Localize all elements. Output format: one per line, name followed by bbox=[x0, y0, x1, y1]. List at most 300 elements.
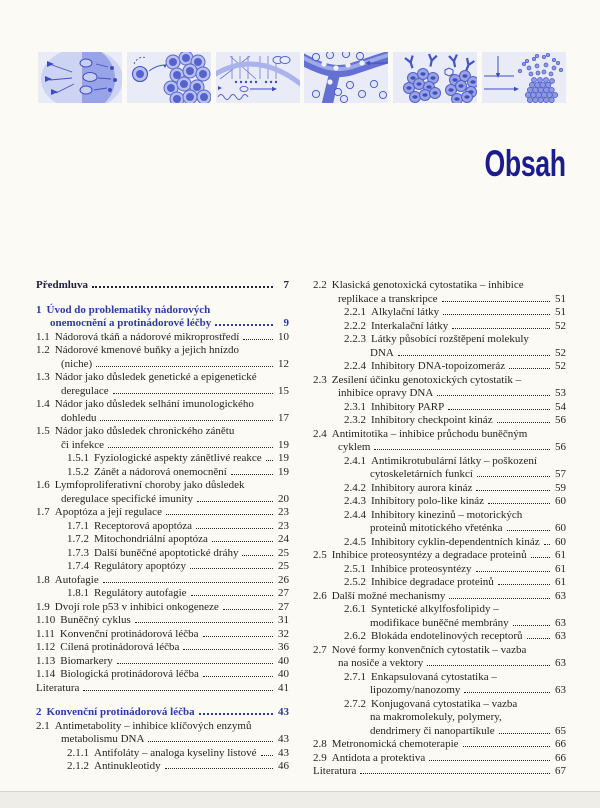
toc-entry-text: Syntetické alkylfosfolipidy – bbox=[371, 603, 499, 615]
toc-entry bbox=[36, 344, 289, 371]
toc-page-number: 63 bbox=[555, 616, 566, 629]
toc-entry-text: Další buněčné apoptotické dráhy bbox=[94, 546, 239, 559]
toc-entry-text: Konjugovaná cytostatika – vazba bbox=[371, 697, 518, 710]
toc-entry-line bbox=[36, 279, 289, 293]
toc-entry-text: Zánět a nádorová onemocnění bbox=[94, 465, 227, 478]
survival-chart-dna-icon bbox=[216, 52, 300, 103]
toc-entry-number: 2.4.5 bbox=[344, 535, 366, 548]
toc-entry-text: cytoskeletárních funkcí bbox=[370, 468, 473, 480]
toc-entry-number: 1.7.4 bbox=[67, 560, 89, 572]
dot-leader bbox=[477, 472, 550, 477]
toc-entry-text: Biologická protinádorová léčba bbox=[60, 668, 199, 680]
dot-leader bbox=[498, 580, 550, 585]
dot-leader bbox=[148, 737, 273, 742]
dot-leader bbox=[398, 351, 550, 356]
toc-entry-text: Nádorové kmenové buňky a jejich hnízdo bbox=[54, 344, 239, 356]
toc-page-number: 15 bbox=[278, 384, 289, 397]
toc-entry-number: 2.6.2 bbox=[344, 630, 366, 642]
toc-entry-text: deregulace specifické imunity bbox=[61, 492, 193, 505]
toc-entry bbox=[313, 401, 566, 415]
toc-entry-line bbox=[67, 452, 289, 466]
toc-entry-text: DNA bbox=[370, 346, 394, 359]
dot-leader bbox=[191, 591, 273, 596]
toc-entry-number: 2.6 bbox=[313, 589, 327, 602]
toc-entry-line bbox=[313, 765, 566, 779]
toc-entry-text: Klasická genotoxická cytostatika – inhibice bbox=[331, 279, 524, 291]
dot-leader bbox=[261, 751, 273, 756]
toc-entry-number: 1.7.1 bbox=[67, 519, 89, 532]
dot-leader bbox=[83, 686, 273, 691]
toc-entry-line bbox=[344, 698, 566, 712]
toc-entry-text: Lymfoproliferativní choroby jako důsledek bbox=[54, 479, 245, 491]
toc-page-number: 61 bbox=[555, 549, 566, 561]
toc-entry bbox=[36, 520, 289, 534]
toc-page-number: 43 bbox=[278, 706, 289, 718]
toc-entry-line bbox=[344, 306, 566, 320]
toc-entry-text: na makromolekuly, polymery, bbox=[370, 711, 502, 723]
toc-entry bbox=[36, 747, 289, 761]
toc-entry-line bbox=[344, 414, 566, 428]
blood-vessel-branching-icon bbox=[304, 52, 388, 103]
toc-entry-line bbox=[313, 657, 566, 671]
toc-entry-number: 2.7 bbox=[313, 643, 327, 656]
toc-entry-text: Nádor jako důsledek genetické a epigenetické bbox=[54, 371, 257, 383]
toc-entry bbox=[313, 360, 566, 374]
toc-page-number: 31 bbox=[278, 614, 289, 626]
toc-entry bbox=[36, 628, 289, 642]
toc-page-number: 51 bbox=[555, 292, 566, 305]
toc-entry-line bbox=[36, 331, 289, 345]
toc-page-number: 7 bbox=[283, 279, 289, 291]
toc-entry bbox=[313, 630, 566, 644]
toc-entry-number: 2.2.1 bbox=[344, 306, 366, 318]
toc-entry-number: 1.7 bbox=[36, 506, 50, 518]
toc-page-number: 41 bbox=[278, 681, 289, 694]
toc-page-number: 20 bbox=[278, 492, 289, 505]
page-title: Obsah bbox=[484, 143, 566, 184]
toc-entry-line bbox=[344, 495, 566, 509]
toc-entry-line bbox=[313, 644, 566, 658]
toc-entry bbox=[36, 601, 289, 615]
toc-entry-text: Antimikrotubulární látky – poškození bbox=[371, 454, 537, 467]
toc-entry-text: cyklem bbox=[338, 441, 371, 453]
toc-entry-line bbox=[313, 428, 566, 442]
toc-entry-number: 1.9 bbox=[36, 600, 50, 613]
toc-entry-text: replikace a transkripce bbox=[338, 292, 438, 305]
toc-entry-line bbox=[36, 706, 289, 720]
toc-entry-line bbox=[344, 536, 566, 550]
dot-leader bbox=[266, 456, 273, 461]
toc-entry bbox=[313, 279, 566, 306]
toc-entry-text: dendrimery či nanopartikule bbox=[370, 724, 495, 737]
toc-entry-line bbox=[36, 344, 289, 358]
toc-column-right bbox=[313, 279, 566, 779]
toc-entry-number: 2.1 bbox=[36, 719, 50, 732]
toc-page-number: 51 bbox=[555, 306, 566, 318]
toc-entry-text: Inhibitory checkpoint kináz bbox=[371, 414, 493, 426]
toc-entry-line bbox=[36, 641, 289, 655]
dot-leader bbox=[374, 445, 550, 450]
toc-page-number: 67 bbox=[555, 765, 566, 777]
toc-page-number: 60 bbox=[555, 522, 566, 534]
toc-entry-line bbox=[313, 387, 566, 401]
toc-entry bbox=[313, 482, 566, 496]
dot-leader bbox=[476, 486, 550, 491]
dot-leader bbox=[464, 688, 550, 693]
toc-entry-number: 1.13 bbox=[36, 654, 56, 667]
dot-leader bbox=[544, 540, 550, 545]
toc-entry-text: Inhibitory DNA-topoizomeráz bbox=[371, 360, 506, 372]
toc-entry bbox=[313, 536, 566, 550]
toc-entry-number: 2.2 bbox=[313, 279, 327, 291]
toc-entry-line bbox=[313, 549, 566, 563]
dot-leader bbox=[196, 524, 273, 529]
toc-page-number: 43 bbox=[278, 733, 289, 745]
toc-entry-line bbox=[344, 522, 566, 536]
toc-entry-text: Metronomická chemoterapie bbox=[331, 738, 459, 750]
dot-leader bbox=[531, 553, 550, 558]
dot-leader bbox=[108, 443, 273, 448]
toc-entry bbox=[36, 331, 289, 345]
toc-entry-text: Inhibitory PARP bbox=[371, 400, 445, 413]
dot-leader bbox=[448, 405, 550, 410]
toc-entry bbox=[313, 644, 566, 671]
toc-entry bbox=[36, 574, 289, 588]
toc-entry-line bbox=[313, 738, 566, 752]
toc-entry-text: Antidota a protektiva bbox=[331, 751, 426, 764]
toc-entry-number: 2.4.1 bbox=[344, 454, 366, 467]
toc-entry-text: Nové formy konvenčních cytostatik – vazba bbox=[331, 643, 527, 656]
toc-entry bbox=[36, 371, 289, 398]
toc-entry-line bbox=[36, 574, 289, 588]
toc-page-number: 59 bbox=[555, 481, 566, 494]
toc-entry-text: onemocnění a protinádorové léčby bbox=[50, 317, 212, 329]
toc-entry-line bbox=[67, 547, 289, 561]
toc-entry bbox=[36, 587, 289, 601]
toc-entry-line bbox=[344, 333, 566, 347]
toc-entry-text: Literatura bbox=[313, 765, 357, 777]
toc-entry-line bbox=[67, 466, 289, 480]
toc-entry-number: 1.3 bbox=[36, 371, 50, 383]
toc-entry-text: Autofagie bbox=[54, 573, 99, 586]
toc-entry-text: Inhibitory cyklin-dependentních kináz bbox=[371, 535, 540, 548]
toc-entry-line bbox=[344, 320, 566, 334]
toc-entry-line bbox=[36, 371, 289, 385]
toc-page-number: 25 bbox=[278, 560, 289, 572]
toc-entry-line bbox=[313, 293, 566, 307]
toc-page-number: 25 bbox=[278, 546, 289, 559]
dot-leader bbox=[442, 297, 550, 302]
toc-entry-text: Enkapsulovaná cytostatika – bbox=[371, 670, 497, 683]
dot-leader bbox=[427, 661, 550, 666]
toc-entry-line bbox=[36, 733, 289, 747]
dot-leader bbox=[203, 632, 273, 637]
toc-entry-text: Inhibitory kinezinů – motorických bbox=[371, 508, 523, 521]
dot-leader bbox=[215, 320, 273, 326]
toc-entry bbox=[36, 466, 289, 480]
toc-entry-number: 1.8 bbox=[36, 573, 50, 586]
toc-page-number: 56 bbox=[555, 414, 566, 426]
toc-entry-line bbox=[344, 617, 566, 631]
toc-entry-number: 1.1 bbox=[36, 330, 50, 343]
toc-page-number: 66 bbox=[555, 738, 566, 750]
toc-entry bbox=[313, 671, 566, 698]
dot-leader bbox=[476, 567, 551, 572]
toc-entry bbox=[313, 414, 566, 428]
dot-leader bbox=[443, 310, 550, 315]
toc-entry-text: Regulátory autofagie bbox=[94, 587, 187, 599]
toc-entry bbox=[313, 603, 566, 630]
toc-entry-text: lipozomy/nanozomy bbox=[370, 684, 461, 696]
scan-page-bottom-edge bbox=[0, 791, 600, 808]
toc-entry-number: 2.4.3 bbox=[344, 495, 366, 507]
toc-entry-number: 2.2.4 bbox=[344, 360, 366, 372]
toc-entry bbox=[36, 506, 289, 520]
toc-entry-number: 2.6.1 bbox=[344, 603, 366, 615]
toc-entry-line bbox=[313, 752, 566, 766]
toc-entry-number: 2.4.4 bbox=[344, 508, 366, 521]
dot-leader bbox=[513, 621, 550, 626]
toc-entry-number: 1.2 bbox=[36, 344, 50, 356]
toc-entry bbox=[36, 682, 289, 696]
dot-leader bbox=[360, 769, 550, 774]
dot-leader bbox=[103, 578, 273, 583]
toc-entry-text: Nádorová tkáň a nádorové mikroprostředí bbox=[54, 330, 240, 343]
toc-page-number: 40 bbox=[278, 654, 289, 667]
toc-page-number: 56 bbox=[555, 441, 566, 453]
toc-entry-text: metabolismu DNA bbox=[61, 733, 145, 745]
toc-page-number: 24 bbox=[278, 533, 289, 545]
dot-leader bbox=[509, 364, 550, 369]
toc-entry-line bbox=[36, 358, 289, 372]
toc-entry-text: Literatura bbox=[36, 681, 80, 694]
toc-page-number: 66 bbox=[555, 751, 566, 764]
toc-entry-line bbox=[36, 628, 289, 642]
toc-entry bbox=[36, 425, 289, 452]
toc-entry-line bbox=[67, 560, 289, 574]
toc-entry-line bbox=[344, 630, 566, 644]
toc-entry-number: 2.3.2 bbox=[344, 414, 366, 426]
toc-entry-line bbox=[344, 725, 566, 739]
toc-entry-number: 1 bbox=[36, 303, 42, 316]
toc-entry-text: Nádor jako důsledek selhání imunologického bbox=[54, 398, 254, 410]
dot-leader bbox=[117, 659, 273, 664]
dot-leader bbox=[113, 389, 273, 394]
toc-entry bbox=[313, 333, 566, 360]
dot-leader bbox=[92, 282, 273, 288]
antibody-attack-icon bbox=[393, 52, 477, 103]
toc-entry-line bbox=[344, 576, 566, 590]
toc-entry bbox=[36, 533, 289, 547]
toc-entry-text: Dvojí role p53 v inhibici onkogeneze bbox=[54, 600, 219, 613]
toc-entry-line bbox=[36, 506, 289, 520]
toc-entry bbox=[36, 641, 289, 655]
toc-entry-line bbox=[36, 720, 289, 734]
toc-entry-line bbox=[36, 439, 289, 453]
toc-entry-line bbox=[36, 304, 289, 318]
toc-page-number: 9 bbox=[283, 317, 289, 329]
toc-entry-text: Antinukleotidy bbox=[94, 760, 161, 772]
header-illustration-strip bbox=[38, 52, 566, 103]
toc-entry-line bbox=[67, 520, 289, 534]
toc-entry bbox=[36, 279, 289, 293]
toc-entry-number: 1.8.1 bbox=[67, 587, 89, 599]
dot-leader bbox=[135, 618, 273, 623]
toc-entry bbox=[36, 452, 289, 466]
dot-leader bbox=[497, 418, 550, 423]
toc-page-number: 65 bbox=[555, 724, 566, 737]
toc-entry-line bbox=[36, 682, 289, 696]
toc-entry-line bbox=[313, 374, 566, 388]
toc-entry-number: 1.5 bbox=[36, 425, 50, 437]
table-of-contents bbox=[36, 279, 566, 779]
toc-entry-line bbox=[344, 401, 566, 415]
toc-page-number: 19 bbox=[278, 452, 289, 464]
toc-entry-line bbox=[344, 455, 566, 469]
toc-entry-text: Buněčný cyklus bbox=[60, 614, 131, 626]
toc-entry bbox=[313, 698, 566, 739]
dot-leader bbox=[243, 335, 273, 340]
cell-signaling-pathway-icon bbox=[38, 52, 122, 103]
toc-entry-line bbox=[67, 760, 289, 774]
toc-page-number: 60 bbox=[555, 495, 566, 507]
toc-page-number: 36 bbox=[278, 641, 289, 653]
toc-page-number: 61 bbox=[555, 562, 566, 575]
toc-entry-number: 1.11 bbox=[36, 627, 55, 640]
toc-entry-line bbox=[344, 509, 566, 523]
toc-entry bbox=[36, 547, 289, 561]
toc-page-number: 27 bbox=[278, 587, 289, 599]
toc-entry-text: Antimetabolity – inhibice klíčových enzymů bbox=[54, 719, 252, 732]
toc-entry-text: Biomarkery bbox=[60, 654, 113, 667]
toc-entry-text: (niche) bbox=[61, 357, 93, 370]
toc-entry-line bbox=[344, 684, 566, 698]
toc-entry bbox=[36, 560, 289, 574]
toc-entry-line bbox=[313, 590, 566, 604]
toc-entry-number: 1.6 bbox=[36, 479, 50, 491]
dot-leader bbox=[183, 645, 273, 650]
toc-entry bbox=[313, 428, 566, 455]
toc-entry bbox=[36, 479, 289, 506]
toc-entry-line bbox=[67, 747, 289, 761]
toc-entry-text: Fyziologické aspekty zánětlivé reakce bbox=[94, 452, 262, 464]
toc-entry bbox=[313, 590, 566, 604]
toc-entry-line bbox=[67, 587, 289, 601]
toc-entry bbox=[36, 304, 289, 331]
toc-entry bbox=[313, 765, 566, 779]
toc-entry-line bbox=[344, 563, 566, 577]
toc-entry bbox=[36, 398, 289, 425]
toc-entry-text: Inhibice proteosyntézy a degradace proteinů bbox=[331, 549, 527, 561]
toc-entry-number: 2.4 bbox=[313, 427, 327, 440]
toc-entry-line bbox=[67, 533, 289, 547]
toc-entry-text: Konvenční protinádorová léčba bbox=[59, 627, 199, 640]
tumor-cell-cluster-icon bbox=[127, 52, 211, 103]
toc-page-number: 54 bbox=[555, 400, 566, 413]
toc-entry-number: 1.5.1 bbox=[67, 452, 89, 464]
toc-entry-line bbox=[36, 493, 289, 507]
toc-entry-line bbox=[344, 482, 566, 496]
toc-column-left bbox=[36, 279, 289, 779]
toc-entry-text: Látky působící rozštěpení molekuly bbox=[371, 333, 529, 345]
toc-entry bbox=[313, 509, 566, 536]
toc-entry-line bbox=[344, 711, 566, 725]
dot-leader bbox=[165, 764, 273, 769]
toc-entry-number: 1.10 bbox=[36, 614, 56, 626]
toc-page-number: 23 bbox=[278, 519, 289, 532]
toc-entry-number: 2.5.2 bbox=[344, 576, 366, 588]
toc-page-number: 19 bbox=[278, 438, 289, 451]
toc-entry-number: 1.4 bbox=[36, 398, 50, 410]
toc-entry-line bbox=[36, 668, 289, 682]
toc-entry-line bbox=[36, 655, 289, 669]
toc-entry-text: Nádor jako důsledek chronického zánětu bbox=[54, 425, 235, 437]
toc-entry-text: Mitochondriální apoptóza bbox=[94, 533, 208, 545]
toc-entry-text: deregulace bbox=[61, 384, 109, 397]
toc-entry-text: Úvod do problematiky nádorových bbox=[46, 303, 211, 316]
toc-entry-number: 2.9 bbox=[313, 751, 327, 764]
toc-entry-number: 2.1.2 bbox=[67, 760, 89, 772]
dot-leader bbox=[449, 594, 550, 599]
toc-entry-number: 2.3 bbox=[313, 373, 327, 386]
toc-entry-line bbox=[36, 412, 289, 426]
dot-leader bbox=[499, 729, 550, 734]
toc-page-number: 63 bbox=[555, 589, 566, 602]
toc-entry-text: dohledu bbox=[61, 411, 97, 424]
toc-entry-text: Regulátory apoptózy bbox=[94, 560, 186, 572]
toc-entry-text: Další možné mechanismy bbox=[331, 589, 446, 602]
toc-entry-line bbox=[344, 671, 566, 685]
toc-entry bbox=[313, 738, 566, 752]
toc-entry bbox=[313, 374, 566, 401]
toc-entry bbox=[313, 549, 566, 563]
toc-page-number: 40 bbox=[278, 668, 289, 680]
toc-entry-line bbox=[344, 347, 566, 361]
toc-entry-number: 2.5.1 bbox=[344, 562, 366, 575]
toc-entry-number: 1.5.2 bbox=[67, 465, 89, 478]
toc-page-number: 12 bbox=[278, 357, 289, 370]
toc-page-number: 52 bbox=[555, 346, 566, 359]
toc-entry-text: Zesílení účinku genotoxických cytostatik – bbox=[331, 373, 522, 386]
toc-entry-line bbox=[36, 317, 289, 331]
toc-page-number: 26 bbox=[278, 573, 289, 586]
toc-entry bbox=[36, 760, 289, 774]
toc-entry bbox=[36, 614, 289, 628]
toc-entry bbox=[313, 495, 566, 509]
toc-entry-text: Blokáda endotelinových receptorů bbox=[371, 630, 523, 642]
dot-leader bbox=[203, 672, 273, 677]
toc-page-number: 17 bbox=[278, 411, 289, 424]
toc-entry-text: inhibice opravy DNA bbox=[338, 387, 434, 399]
toc-entry-text: či infekce bbox=[61, 438, 105, 451]
toc-entry-line bbox=[344, 360, 566, 374]
toc-entry-line bbox=[313, 279, 566, 293]
toc-page-number: 63 bbox=[555, 657, 566, 669]
dot-leader bbox=[212, 537, 273, 542]
toc-entry bbox=[313, 576, 566, 590]
toc-page-number: 19 bbox=[278, 465, 289, 478]
toc-entry-text: Receptorová apoptóza bbox=[94, 519, 193, 532]
toc-entry-number: 2.1.1 bbox=[67, 746, 89, 759]
toc-page-number: 27 bbox=[278, 600, 289, 613]
dot-leader bbox=[190, 564, 273, 569]
toc-entry-line bbox=[36, 601, 289, 615]
toc-entry-line bbox=[313, 441, 566, 455]
toc-entry-text: na nosiče a vektory bbox=[338, 657, 424, 669]
toc-entry-text: modifikace buněčné membrány bbox=[370, 616, 509, 629]
toc-entry bbox=[313, 320, 566, 334]
dot-leader bbox=[488, 499, 550, 504]
